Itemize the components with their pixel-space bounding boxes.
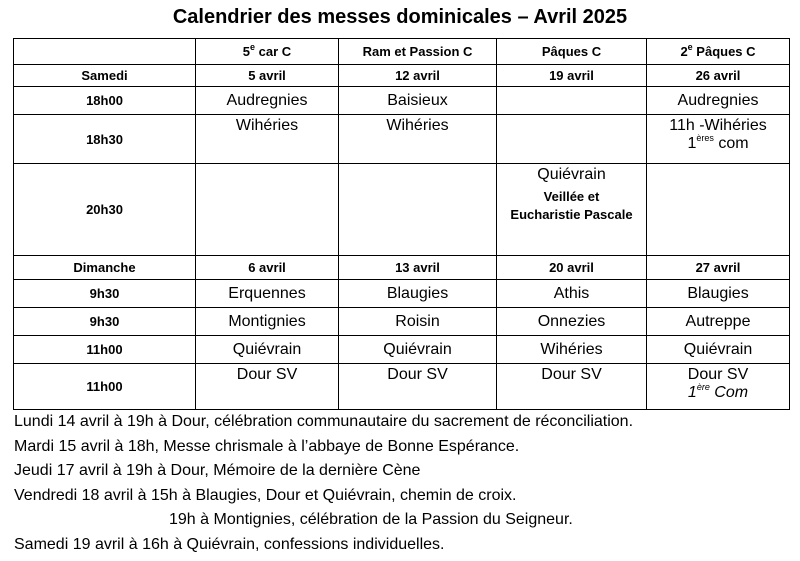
header-week-4: 2e Pâques C (647, 39, 790, 65)
announcement-line: Lundi 14 avril à 19h à Dour, célébration communautaire du sacrement de réconciliation. (14, 413, 634, 430)
location-cell: Dour SV (497, 364, 647, 410)
header-week-3: Pâques C (497, 39, 647, 65)
time-cell: 18h00 (14, 87, 196, 115)
announcement-line: Vendredi 18 avril à 15h à Blaugies, Dour et Quiévrain, chemin de croix. (14, 486, 517, 504)
saturday-date: 12 avril (339, 65, 497, 87)
location-cell: Quiévrain (196, 336, 339, 364)
location-cell (339, 164, 497, 256)
communion-note: 1ère Com (687, 381, 749, 401)
mass-calendar-table (13, 38, 790, 410)
location-cell (497, 164, 647, 256)
announcement-line: Samedi 19 avril à 16h à Quiévrain, confessions individuelles. (14, 535, 445, 553)
announcements (14, 410, 794, 558)
sunday-date: 13 avril (339, 256, 497, 280)
location-cell (497, 87, 647, 115)
mass-row-9h30 (14, 280, 790, 308)
mass-row-18h30 (14, 115, 790, 164)
vigil-note: Eucharistie Pascale (510, 207, 633, 222)
location-cell: Erquennes (196, 280, 339, 308)
location-cell: Wihéries (196, 115, 339, 164)
location-cell: Quiévrain (647, 336, 790, 364)
mass-row-18h00 (14, 87, 790, 115)
announcement-line: Mardi 15 avril à 18h, Messe chrismale à l’abbaye de Bonne Espérance. (14, 437, 520, 455)
announcement-line: Jeudi 17 avril à 19h à Dour, Mémoire de la dernière Cène (14, 462, 421, 480)
page-title: Calendrier des messes dominicales – Avril 2025 (172, 6, 628, 28)
location-cell: Dour SV (196, 364, 339, 410)
location-cell (196, 164, 339, 256)
time-cell: 11h00 (14, 336, 196, 364)
sunday-date: 6 avril (196, 256, 339, 280)
announcement-line: 19h à Montignies, célébration de la Passion du Seigneur. (169, 511, 573, 529)
location-cell: Autreppe (647, 308, 790, 336)
location-cell: Wihéries (497, 336, 647, 364)
mass-row-9h30 (14, 308, 790, 336)
location-cell: Dour SV (339, 364, 497, 410)
sunday-date: 20 avril (497, 256, 647, 280)
time-cell: 9h30 (14, 280, 196, 308)
location-cell: Blaugies (647, 280, 790, 308)
saturday-date: 19 avril (497, 65, 647, 87)
location-cell (647, 164, 790, 256)
mass-row-11h00 (14, 364, 790, 410)
header-row (14, 39, 790, 65)
communion-note: 1ères com (687, 132, 749, 152)
mass-row-11h00 (14, 336, 790, 364)
location-cell: Blaugies (339, 280, 497, 308)
header-week-1: 5e car C (196, 39, 339, 65)
location-cell: Baisieux (339, 87, 497, 115)
mass-row-20h30 (14, 164, 790, 256)
location-line: Quiévrain (537, 166, 606, 183)
location-line: 11h -Wihéries (669, 117, 767, 134)
sunday-date-row (14, 256, 790, 280)
location-cell (647, 115, 790, 164)
saturday-date: 26 avril (647, 65, 790, 87)
location-line: Dour SV (687, 366, 749, 383)
time-cell: 20h30 (14, 164, 196, 256)
saturday-label: Samedi (14, 65, 196, 87)
location-cell: Audregnies (647, 87, 790, 115)
time-cell: 9h30 (14, 308, 196, 336)
time-cell: 18h30 (14, 115, 196, 164)
saturday-date-row (14, 65, 790, 87)
vigil-note: Veillée et (543, 189, 600, 204)
location-cell (497, 115, 647, 164)
location-cell: Athis (497, 280, 647, 308)
location-cell: Wihéries (339, 115, 497, 164)
location-cell: Montignies (196, 308, 339, 336)
location-cell: Quiévrain (339, 336, 497, 364)
saturday-date: 5 avril (196, 65, 339, 87)
sunday-date: 27 avril (647, 256, 790, 280)
time-cell: 11h00 (14, 364, 196, 410)
sunday-label: Dimanche (14, 256, 196, 280)
header-empty-cell (14, 39, 196, 65)
location-cell: Onnezies (497, 308, 647, 336)
location-cell: Roisin (339, 308, 497, 336)
header-week-2: Ram et Passion C (339, 39, 497, 65)
location-cell: Audregnies (196, 87, 339, 115)
location-cell (647, 364, 790, 410)
